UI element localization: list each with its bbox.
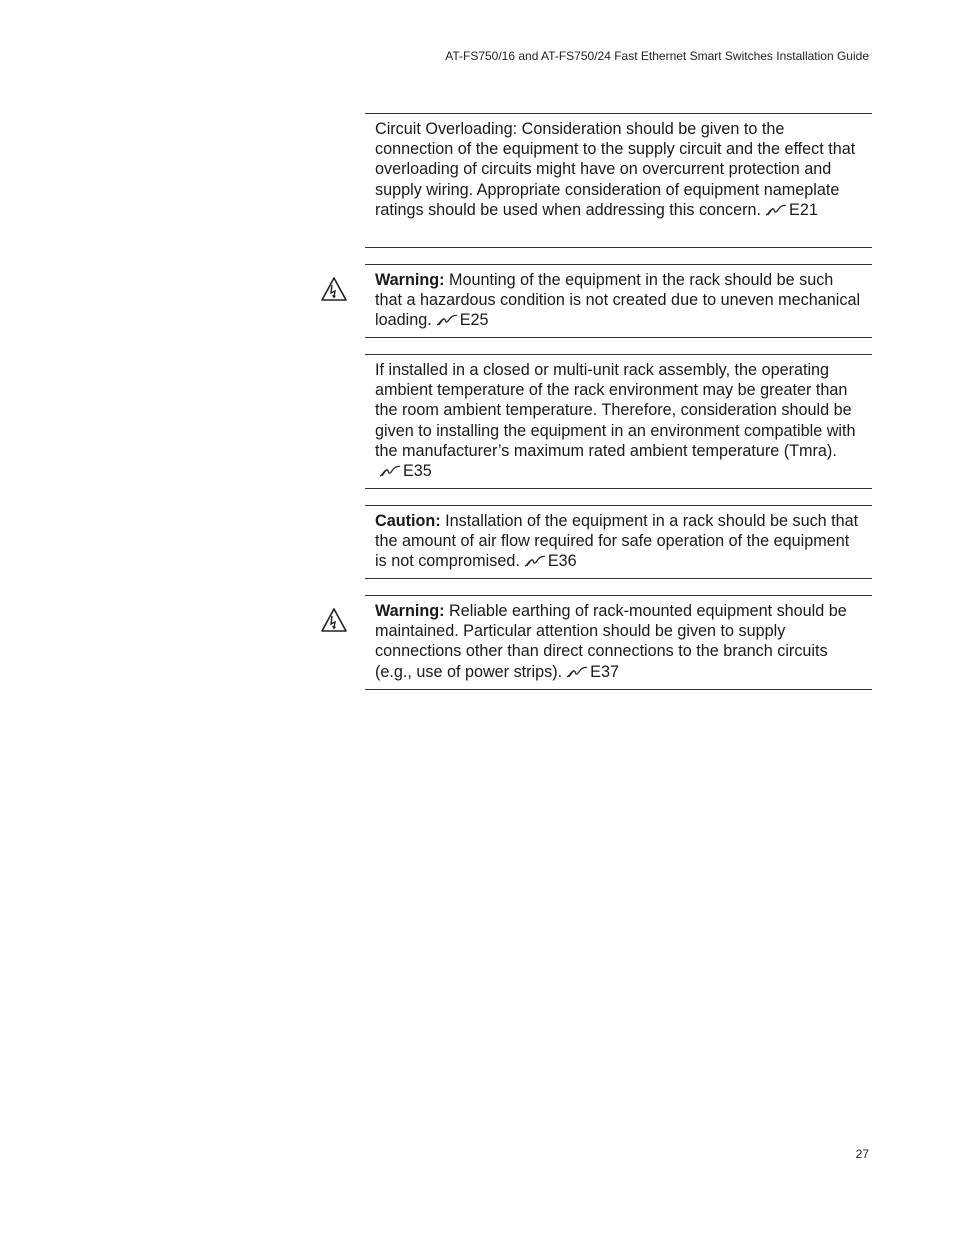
notice-label: Warning:: [375, 602, 445, 620]
translation-code-icon: [524, 554, 546, 568]
notice-label: Caution:: [375, 512, 441, 530]
notice-code: E21: [789, 200, 818, 219]
notice-warning-mechanical-loading: [365, 264, 872, 338]
notice-code: E36: [547, 552, 577, 571]
notice-text: [365, 265, 872, 331]
page-number: 27: [855, 1147, 869, 1161]
notice-ambient-temperature: [365, 354, 872, 489]
notice-warning-earthing: [365, 595, 872, 690]
electrical-warning-icon: [320, 276, 348, 302]
notice-code: E37: [590, 662, 619, 681]
translation-code-icon: [765, 203, 787, 217]
notice-text: [365, 506, 872, 572]
notice-code: E35: [403, 462, 432, 481]
notice-circuit-overloading: [365, 113, 872, 248]
translation-code-icon: [379, 464, 401, 478]
translation-code-icon: [436, 313, 458, 327]
notice-text: [365, 355, 872, 481]
notice-text: [365, 114, 872, 220]
notice-body: Mounting of the equipment in the rack should be such that a hazardous condition is not created due to uneven mechanical loading.: [375, 271, 861, 330]
notice-label: Warning:: [375, 271, 445, 289]
translation-code-icon: [566, 665, 588, 679]
notice-body: Reliable earthing of rack-mounted equipment should be maintained. Particular attention should be given to supply connections other than direct connections to the branch circuits (e.g., use of power strips).: [375, 602, 847, 681]
notice-code: E25: [459, 311, 489, 330]
notice-body: Installation of the equipment in a rack should be such that the amount of air flow required for safe operation of the equipment is not compromised.: [375, 512, 859, 571]
electrical-warning-icon: [320, 607, 348, 633]
running-header: AT-FS750/16 and AT-FS750/24 Fast Ethernet Smart Switches Installation Guide: [445, 49, 869, 63]
notice-caution-air-flow: [365, 505, 872, 579]
notice-body: Circuit Overloading: Consideration should be given to the connection of the equipment to the supply circuit and the effect that overloading of circuits might have on overcurrent protection and supply wiring. Appropriate consideration of equipment nameplate ratings should be used when addressing this concern.: [375, 120, 856, 219]
notice-body: If installed in a closed or multi-unit rack assembly, the operating ambient temperature of the rack environment may be greater than the room ambient temperature. Therefore, consideration should be given to installing the equipment in an environment compatible with the manufacturer’s maximum rated ambient temperature (Tmra).: [375, 361, 856, 460]
notice-text: [365, 596, 872, 682]
